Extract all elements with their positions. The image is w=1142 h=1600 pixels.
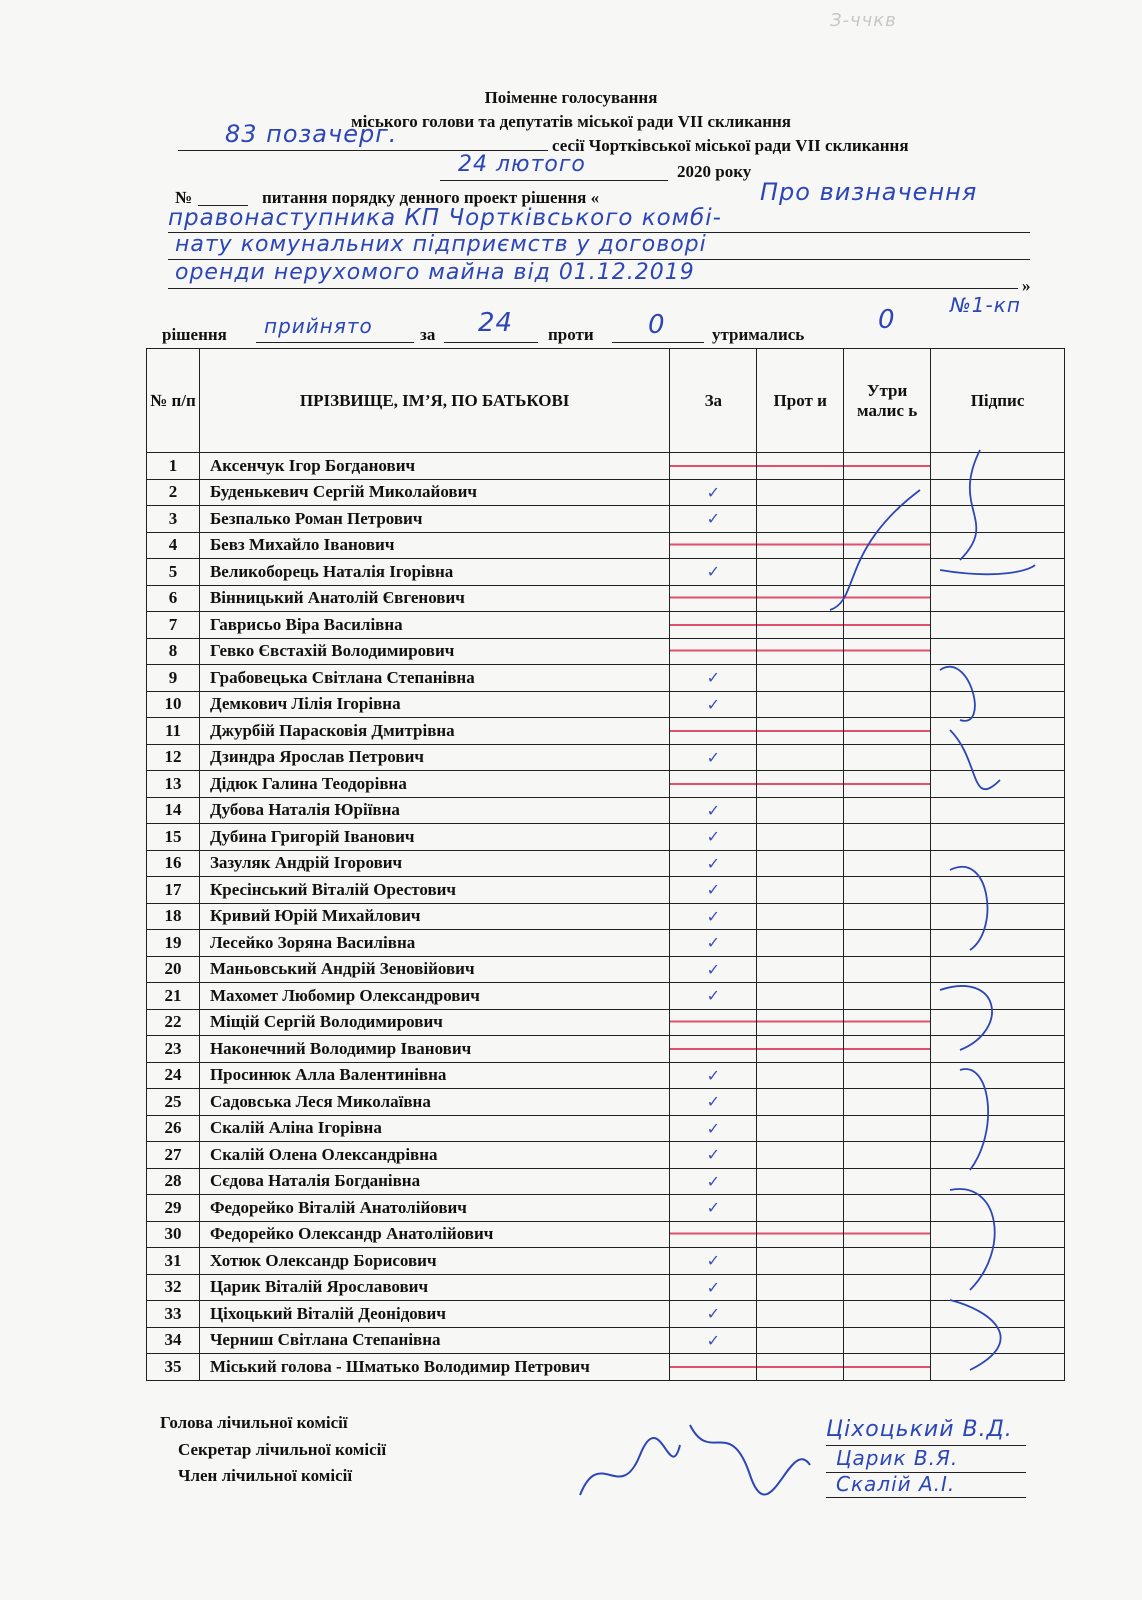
date-underline — [440, 180, 668, 181]
deputy-name: Скалій Олена Олександрівна — [199, 1142, 669, 1169]
proty-count: 0 — [648, 310, 666, 340]
deputy-name: Сєдова Наталія Богданівна — [199, 1168, 669, 1195]
check-icon: ✓ — [706, 800, 721, 820]
vote-za-cell — [670, 1062, 757, 1089]
vote-za-cell — [670, 1301, 757, 1328]
vote-za-cell — [670, 638, 757, 665]
question-handwritten-1: Про визначення — [760, 178, 978, 206]
check-icon: ✓ — [706, 668, 721, 688]
check-icon: ✓ — [706, 562, 721, 582]
deputy-name: Дзиндра Ярослав Петрович — [199, 744, 669, 771]
vote-za-cell — [670, 1089, 757, 1116]
row-number: 21 — [147, 983, 200, 1010]
session-handwritten: 83 позачерг. — [225, 120, 398, 148]
question-handwritten-3: нату комунальних підприємств у договорі — [175, 232, 707, 257]
vote-za-cell — [670, 1248, 757, 1275]
vote-za-cell — [670, 1327, 757, 1354]
vote-za-cell — [670, 1009, 757, 1036]
deputy-name: Кривий Юрій Михайлович — [199, 903, 669, 930]
vote-za-cell — [670, 903, 757, 930]
check-icon: ✓ — [706, 482, 721, 502]
check-icon: ✓ — [706, 509, 721, 529]
deputy-name: Гаврисьо Віра Василівна — [199, 612, 669, 639]
row-number: 3 — [147, 506, 200, 533]
row-number: 10 — [147, 691, 200, 718]
vote-za-cell — [670, 718, 757, 745]
row-number: 20 — [147, 956, 200, 983]
deputy-name: Міський голова - Шматько Володимир Петрович — [199, 1354, 669, 1381]
close-quote: » — [1022, 276, 1031, 295]
vote-za-cell — [670, 479, 757, 506]
row-number: 7 — [147, 612, 200, 639]
deputy-name: Великоборець Наталія Ігорівна — [199, 559, 669, 586]
vote-za-cell — [670, 612, 757, 639]
check-icon: ✓ — [706, 1251, 721, 1271]
row-number: 16 — [147, 850, 200, 877]
header-name: ПРІЗВИЩЕ, ІМ’Я, ПО БАТЬКОВІ — [199, 349, 669, 453]
deputy-name: Садовська Леся Миколаївна — [199, 1089, 669, 1116]
row-number: 31 — [147, 1248, 200, 1275]
deputy-name: Хотюк Олександр Борисович — [199, 1248, 669, 1275]
check-icon: ✓ — [706, 986, 721, 1006]
vote-za-cell — [670, 850, 757, 877]
commission-signatures — [560, 1405, 820, 1515]
header-num: № п/п — [147, 349, 200, 453]
session-underline — [178, 150, 548, 151]
header-za: За — [670, 349, 757, 453]
deputy-name: Буденькевич Сергій Миколайович — [199, 479, 669, 506]
deputy-name: Махомет Любомир Олександрович — [199, 983, 669, 1010]
vote-za-cell — [670, 1221, 757, 1248]
deputy-name: Федорейко Олександр Анатолійович — [199, 1221, 669, 1248]
member-name-line — [826, 1497, 1026, 1498]
deputy-name: Маньовський Андрій Зеновійович — [199, 956, 669, 983]
row-number: 1 — [147, 453, 200, 480]
question-handwritten-5: №1-кп — [950, 293, 1021, 317]
row-number: 29 — [147, 1195, 200, 1222]
deputy-name: Міщій Сергій Володимирович — [199, 1009, 669, 1036]
vote-za-cell — [670, 1142, 757, 1169]
row-number: 34 — [147, 1327, 200, 1354]
check-icon: ✓ — [706, 853, 721, 873]
deputy-name: Вінницький Анатолій Євгенович — [199, 585, 669, 612]
check-icon: ✓ — [706, 1092, 721, 1112]
row-number: 4 — [147, 532, 200, 559]
check-icon: ✓ — [706, 906, 721, 926]
deputy-name: Джурбій Парасковія Дмитрівна — [199, 718, 669, 745]
deputy-name: Черниш Світлана Степанівна — [199, 1327, 669, 1354]
row-number: 8 — [147, 638, 200, 665]
check-icon: ✓ — [706, 827, 721, 847]
header-signature: Підпис — [931, 349, 1065, 453]
deputy-name: Кресінський Віталій Орестович — [199, 877, 669, 904]
deputy-name: Федорейко Віталій Анатолійович — [199, 1195, 669, 1222]
session-label: сесії Чортківської міської ради VII скликання — [552, 136, 909, 155]
deputy-name: Демкович Лілія Ігорівна — [199, 691, 669, 718]
header-proty: Прот и — [757, 349, 844, 453]
row-number: 15 — [147, 824, 200, 851]
vote-za-cell — [670, 1195, 757, 1222]
row-number: 2 — [147, 479, 200, 506]
row-number: 30 — [147, 1221, 200, 1248]
year-label: 2020 року — [677, 162, 752, 181]
utrym-count: 0 — [878, 305, 896, 335]
utrym-label: утримались — [712, 325, 805, 344]
vote-za-cell — [670, 1354, 757, 1381]
vote-za-cell — [670, 744, 757, 771]
vote-za-cell — [670, 665, 757, 692]
deputy-name: Царик Віталій Ярославович — [199, 1274, 669, 1301]
row-number: 26 — [147, 1115, 200, 1142]
row-number: 28 — [147, 1168, 200, 1195]
check-icon: ✓ — [706, 1330, 721, 1350]
row-number: 27 — [147, 1142, 200, 1169]
row-number: 33 — [147, 1301, 200, 1328]
vote-za-cell — [670, 1036, 757, 1063]
deputy-name: Бевз Михайло Іванович — [199, 532, 669, 559]
check-icon: ✓ — [706, 1198, 721, 1218]
row-number: 9 — [147, 665, 200, 692]
secretary-name-handwritten: Царик В.Я. — [836, 1446, 959, 1470]
deputy-name: Дубова Наталія Юріївна — [199, 797, 669, 824]
row-number: 14 — [147, 797, 200, 824]
result-handwritten: прийнято — [264, 314, 373, 338]
head-name-handwritten: Ціхоцький В.Д. — [826, 1417, 1013, 1442]
row-number: 12 — [147, 744, 200, 771]
row-number: 24 — [147, 1062, 200, 1089]
deputy-name: Безпалько Роман Петрович — [199, 506, 669, 533]
question-handwritten-2: правонаступника КП Чортківського комбі- — [168, 205, 722, 231]
question-handwritten-4: оренди нерухомого майна від 01.12.2019 — [175, 260, 695, 285]
vote-za-cell — [670, 771, 757, 798]
date-handwritten: 24 лютого — [458, 152, 586, 177]
vote-za-cell — [670, 877, 757, 904]
result-label: рішення — [162, 325, 227, 344]
corner-pencil-note: З-ччкв — [830, 10, 897, 31]
result-underline — [256, 342, 414, 343]
row-number: 6 — [147, 585, 200, 612]
vote-za-cell — [670, 559, 757, 586]
footer-head-label: Голова лічильної комісії — [160, 1413, 348, 1432]
doc-subtitle: міського голови та депутатів міської ради VII скликання — [351, 112, 791, 131]
check-icon: ✓ — [706, 1304, 721, 1324]
vote-za-cell — [670, 506, 757, 533]
check-icon: ✓ — [706, 694, 721, 714]
row-number: 11 — [147, 718, 200, 745]
row-number: 22 — [147, 1009, 200, 1036]
footer-member-label: Член лічильної комісії — [178, 1466, 353, 1485]
doc-title: Поіменне голосування — [484, 88, 658, 107]
question-line-4 — [168, 288, 1018, 289]
row-number: 35 — [147, 1354, 200, 1381]
vote-za-cell — [670, 532, 757, 559]
deputy-name: Гевко Євстахій Володимирович — [199, 638, 669, 665]
check-icon: ✓ — [706, 747, 721, 767]
deputy-name: Дубина Григорій Іванович — [199, 824, 669, 851]
deputy-signatures — [800, 430, 1040, 1390]
member-name-handwritten: Скалій А.І. — [836, 1472, 956, 1496]
vote-za-cell — [670, 1168, 757, 1195]
row-number: 17 — [147, 877, 200, 904]
deputy-name: Просинюк Алла Валентинівна — [199, 1062, 669, 1089]
deputy-name: Скалій Аліна Ігорівна — [199, 1115, 669, 1142]
vote-za-cell — [670, 983, 757, 1010]
vote-za-cell — [670, 930, 757, 957]
check-icon: ✓ — [706, 1171, 721, 1191]
row-number: 5 — [147, 559, 200, 586]
check-icon: ✓ — [706, 959, 721, 979]
check-icon: ✓ — [706, 1277, 721, 1297]
row-number: 13 — [147, 771, 200, 798]
vote-za-cell — [670, 1274, 757, 1301]
row-number: 18 — [147, 903, 200, 930]
question-label: питання порядку денного проект рішення « — [262, 188, 600, 207]
proty-underline — [612, 342, 704, 343]
header-utrym: Утри малис ь — [844, 349, 931, 453]
deputy-name: Наконечний Володимир Іванович — [199, 1036, 669, 1063]
check-icon: ✓ — [706, 933, 721, 953]
za-label: за — [420, 325, 436, 344]
deputy-name: Лесейко Зоряна Василівна — [199, 930, 669, 957]
za-underline — [444, 342, 538, 343]
check-icon: ✓ — [706, 1118, 721, 1138]
vote-za-cell — [670, 453, 757, 480]
vote-za-cell — [670, 585, 757, 612]
za-count: 24 — [478, 308, 514, 338]
proty-label: проти — [548, 325, 594, 344]
vote-za-cell — [670, 1115, 757, 1142]
deputy-name: Дідюк Галина Теодорівна — [199, 771, 669, 798]
row-number: 19 — [147, 930, 200, 957]
row-number: 32 — [147, 1274, 200, 1301]
row-number: 23 — [147, 1036, 200, 1063]
check-icon: ✓ — [706, 1065, 721, 1085]
deputy-name: Зазуляк Андрій Ігорович — [199, 850, 669, 877]
question-number-label: № — [175, 188, 193, 207]
check-icon: ✓ — [706, 1145, 721, 1165]
vote-za-cell — [670, 824, 757, 851]
vote-za-cell — [670, 956, 757, 983]
deputy-name: Аксенчук Ігор Богданович — [199, 453, 669, 480]
vote-za-cell — [670, 797, 757, 824]
footer-secretary-label: Секретар лічильної комісії — [178, 1440, 387, 1459]
deputy-name: Грабовецька Світлана Степанівна — [199, 665, 669, 692]
deputy-name: Ціхоцький Віталій Деонідович — [199, 1301, 669, 1328]
vote-za-cell — [670, 691, 757, 718]
row-number: 25 — [147, 1089, 200, 1116]
check-icon: ✓ — [706, 880, 721, 900]
